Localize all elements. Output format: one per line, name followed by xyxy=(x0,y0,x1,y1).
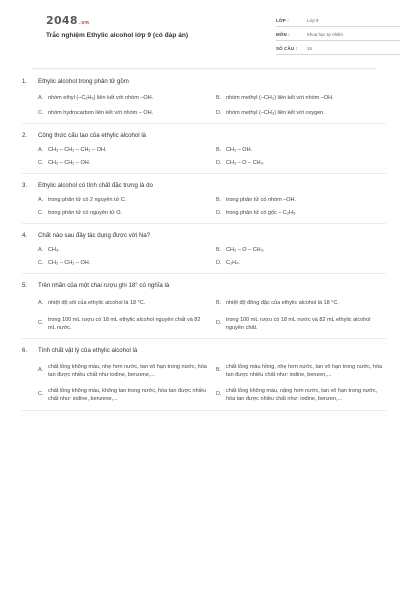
question-header xyxy=(22,282,386,294)
question-number: 2. xyxy=(22,132,28,139)
answer-option[interactable] xyxy=(38,313,208,335)
answer-option[interactable] xyxy=(38,383,208,407)
question-divider xyxy=(22,173,386,174)
option-letter: C. xyxy=(38,209,44,216)
option-letter: A. xyxy=(38,94,44,101)
option-letter: B. xyxy=(216,367,222,374)
answer-options xyxy=(38,90,386,120)
option-text: trong phân tử có nhóm –OH. xyxy=(226,197,297,204)
option-text: CH₃ – CH₂ – OH. xyxy=(48,160,91,167)
answer-options xyxy=(38,194,386,220)
option-letter: A. xyxy=(38,299,44,306)
answer-option[interactable] xyxy=(216,107,386,120)
quiz-meta xyxy=(276,14,400,56)
answer-option[interactable] xyxy=(216,257,386,270)
answer-option[interactable] xyxy=(216,194,386,207)
question-header xyxy=(22,132,386,144)
answer-option[interactable] xyxy=(38,294,208,313)
option-letter: A. xyxy=(38,246,44,253)
question-divider xyxy=(22,123,386,124)
question-number: 4. xyxy=(22,232,28,239)
meta-count xyxy=(276,42,400,55)
option-text: trong phân tử có 2 nguyên tử C. xyxy=(48,197,127,204)
option-letter: D. xyxy=(216,159,222,166)
question-text: Ethylic alcohol trong phân tử gồm xyxy=(38,78,129,85)
answer-option[interactable] xyxy=(38,157,208,170)
option-text: trong 100 mL rượu có 18 mL ethylic alcohol nguyên chất và 82 mL nước. xyxy=(48,316,201,331)
option-letter: D. xyxy=(216,391,222,398)
answer-option[interactable] xyxy=(216,383,386,407)
option-letter: B. xyxy=(216,299,222,306)
option-text: trong phân tử có gốc – C₂H₅. xyxy=(226,210,297,217)
question-header xyxy=(22,347,386,359)
question-divider xyxy=(22,273,386,274)
answer-options xyxy=(38,244,386,270)
option-text: nhóm methyl (–CH₃) liên kết với nhóm –OH. xyxy=(226,95,334,102)
answer-option[interactable] xyxy=(216,313,386,335)
option-letter: A. xyxy=(38,146,44,153)
option-text: trong 100 mL rượu có 18 mL nước và 82 mL ethylic alcohol nguyên chất. xyxy=(226,316,371,331)
question-text: Công thức cấu tạo của ethylic alcohol là xyxy=(38,132,147,139)
answer-option[interactable] xyxy=(38,359,208,383)
meta-subject xyxy=(276,28,400,41)
site-logo[interactable] xyxy=(46,14,89,29)
page-title: Trắc nghiệm Ethylic alcohol lớp 9 (có đáp án) xyxy=(46,32,189,39)
meta-count-value: 15 xyxy=(307,46,312,52)
question-header xyxy=(22,78,386,90)
meta-count-label: SỐ CÂU : xyxy=(276,46,298,52)
option-letter: B. xyxy=(216,196,222,203)
answer-option[interactable] xyxy=(38,194,208,207)
question-number: 5. xyxy=(22,282,28,289)
question-text: Ethylic alcohol có tính chất đặc trưng là do xyxy=(38,182,153,189)
option-letter: D. xyxy=(216,259,222,266)
question xyxy=(22,182,386,224)
option-text: chất lỏng không màu, nặng hơn nước, tan vô hạn trong nước, hòa tan được nhiều chất như: iodine, benzen,... xyxy=(226,387,378,402)
question-list xyxy=(22,78,386,419)
answer-option[interactable] xyxy=(38,107,208,120)
question-number: 6. xyxy=(22,347,28,354)
option-text: CH₄. xyxy=(48,247,60,254)
answer-option[interactable] xyxy=(38,144,208,157)
option-letter: D. xyxy=(216,209,222,216)
option-letter: C. xyxy=(38,109,44,116)
question-divider xyxy=(22,223,386,224)
option-letter: C. xyxy=(38,391,44,398)
meta-subject-value: Khoa học tự nhiên xyxy=(307,32,343,38)
answer-option[interactable] xyxy=(216,90,386,107)
logo-suffix: .vn xyxy=(78,20,90,26)
option-text: nhóm ethyl (–C₂H₅) liên kết với nhóm –OH. xyxy=(48,95,154,102)
option-letter: A. xyxy=(38,367,44,374)
answer-option[interactable] xyxy=(38,207,208,220)
question-header xyxy=(22,232,386,244)
option-letter: B. xyxy=(216,94,222,101)
option-text: CH₃ – O – CH₃. xyxy=(226,247,265,254)
option-letter: A. xyxy=(38,196,44,203)
option-letter: C. xyxy=(38,320,44,327)
question xyxy=(22,78,386,124)
answer-option[interactable] xyxy=(216,244,386,257)
option-letter: D. xyxy=(216,109,222,116)
question-number: 1. xyxy=(22,78,28,85)
answer-options xyxy=(38,294,386,335)
option-text: nhóm methyl (–CH₃) liên kết với oxygen. xyxy=(226,110,325,117)
option-letter: B. xyxy=(216,146,222,153)
question xyxy=(22,347,386,411)
question-divider xyxy=(22,338,386,339)
answer-option[interactable] xyxy=(216,359,386,383)
option-text: chất lỏng màu hồng, nhẹ hơn nước, tan vô hạn trong nước, hòa tan được nhiều chất như: iodine, benzen,... xyxy=(226,363,383,378)
logo-text: 2048 xyxy=(46,14,78,27)
option-text: C₂H₄. xyxy=(226,260,240,267)
option-text: chất lỏng không màu, nhẹ hơn nước, tan vô hạn trong nước, hòa tan được nhiều chất như iodine, benzene,... xyxy=(48,363,207,378)
answer-option[interactable] xyxy=(216,144,386,157)
question-number: 3. xyxy=(22,182,28,189)
answer-option[interactable] xyxy=(216,207,386,220)
answer-option[interactable] xyxy=(38,90,208,107)
answer-option[interactable] xyxy=(38,244,208,257)
answer-option[interactable] xyxy=(38,257,208,270)
page-header xyxy=(22,0,386,70)
option-text: CH₃ – CH₂ – CH₂ – OH. xyxy=(48,147,107,154)
option-text: chất lỏng không màu, không tan trong nước, hòa tan được nhiều chất như: iodine, benzene,... xyxy=(48,387,206,402)
question xyxy=(22,282,386,339)
question xyxy=(22,232,386,274)
answer-option[interactable] xyxy=(216,294,386,313)
option-text: trong phân tử có nguyên tử O. xyxy=(48,210,123,217)
option-text: CH₃ – OH. xyxy=(226,147,253,154)
meta-grade xyxy=(276,14,400,27)
question-text: Chất nào sau đây tác dụng được với Na? xyxy=(38,232,151,239)
meta-grade-label: LỚP : xyxy=(276,18,289,24)
option-letter: C. xyxy=(38,259,44,266)
answer-option[interactable] xyxy=(216,157,386,170)
option-text: CH₃ – O – CH₃. xyxy=(226,160,265,167)
answer-options xyxy=(38,359,386,407)
option-text: nhóm hydrocarbon liên kết với nhóm – OH. xyxy=(48,110,154,117)
option-text: nhiệt độ sôi của ethylic alcohol là 18 °C. xyxy=(48,300,146,307)
option-text: nhiệt độ đông đặc của ethylic alcohol là 18 °C. xyxy=(226,300,339,307)
question-header xyxy=(22,182,386,194)
answer-options xyxy=(38,144,386,170)
option-letter: D. xyxy=(216,320,222,327)
option-text: CH₃ – CH₂ – OH. xyxy=(48,260,91,267)
question-divider xyxy=(22,410,386,411)
option-letter: C. xyxy=(38,159,44,166)
meta-grade-value: Lớp 9 xyxy=(307,18,319,24)
meta-subject-label: MÔN : xyxy=(276,32,290,38)
question-text: Tính chất vật lý của ethylic alcohol là xyxy=(38,347,138,354)
header-divider xyxy=(32,68,376,69)
question-text: Trên nhãn của một chai rượu ghi 18° có nghĩa là xyxy=(38,282,170,289)
option-letter: B. xyxy=(216,246,222,253)
question xyxy=(22,132,386,174)
